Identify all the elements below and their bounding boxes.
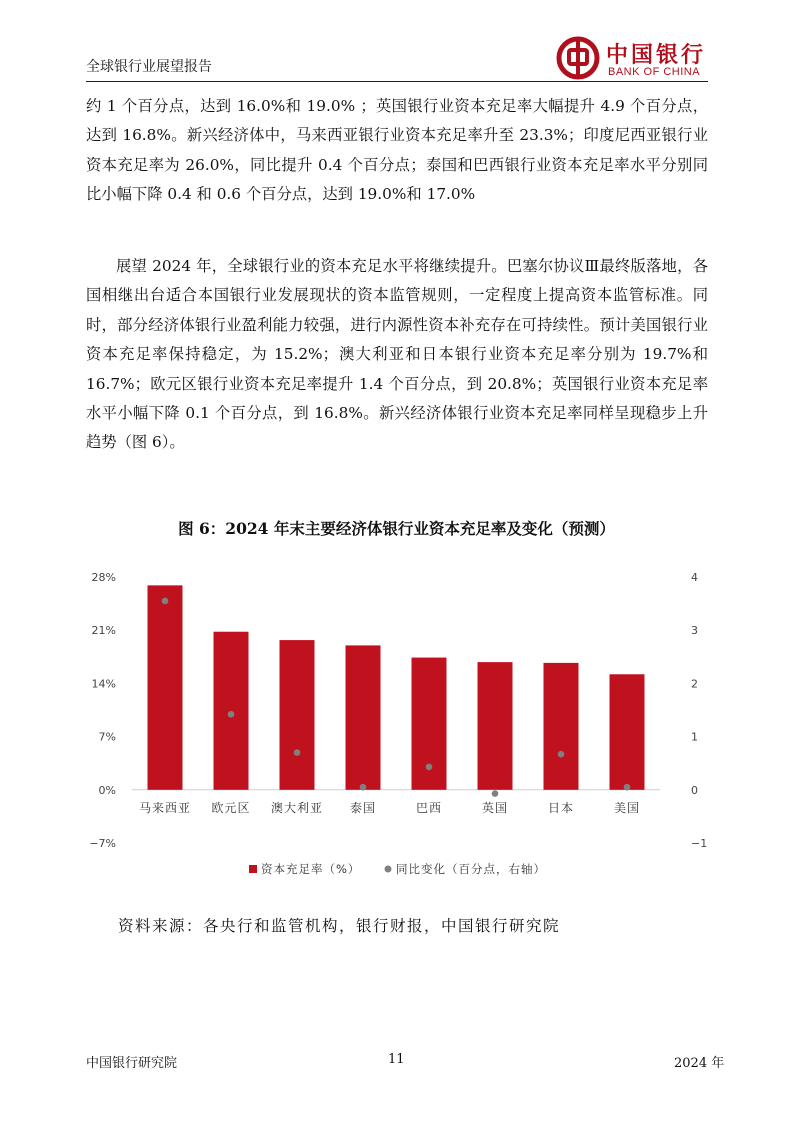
y-left-tick-label: 28%	[91, 571, 116, 584]
dot-yoy-change	[426, 764, 433, 771]
report-title: 全球银行业展望报告	[86, 59, 212, 75]
dot-yoy-change	[624, 784, 631, 791]
bar-capital-ratio	[148, 585, 183, 789]
category-label: 日本	[547, 800, 575, 815]
bar-capital-ratio	[610, 674, 645, 790]
y-right-tick-label: 4	[691, 571, 698, 584]
paragraph-2: 展望 2024 年，全球银行业的资本充足水平将继续提升。巴塞尔协议Ⅲ最终版落地，各国相继出台适合本国银行业发展现状的资本监管规则，一定程度上提高资本监管标准。同时，部分经济体银行业盈利能力较强，进行内源性资本补充存在可持续性。预计美国银行业资本充足率保持稳定，为 15.2%；澳大利亚和日本银行业资本充足率分别为 19.7%和 16.7%；欧元区银行业资本充足率提升 1.4 个百分点，到 20.8%；英国银行业资本充足率水平小幅下降 0.1 个百分点，到 16.8%。新兴经济体银行业资本充足率同样呈现稳步上升趋势（图 6）。	[86, 257, 708, 452]
category-label: 美国	[613, 800, 641, 815]
y-left-tick-label: 0%	[98, 783, 116, 797]
dot-yoy-change	[228, 711, 235, 718]
bar-capital-ratio	[214, 632, 249, 790]
category-label: 巴西	[415, 800, 443, 815]
bar-capital-ratio	[346, 645, 381, 789]
header-divider	[86, 81, 708, 82]
logo-en-text: BANK OF CHINA	[608, 66, 701, 78]
y-right-tick-label: 0	[691, 783, 698, 797]
bank-of-china-logo-icon	[556, 36, 600, 80]
legend-swatch-dot	[385, 866, 392, 873]
y-left-tick-label: 7%	[98, 730, 116, 744]
figure-title: 图 6：2024 年末主要经济体银行业资本充足率及变化（预测）	[178, 519, 615, 538]
legend-swatch-bar	[249, 865, 257, 873]
paragraph-1: 约 1 个百分点，达到 16.0%和 19.0% ；英国银行业资本充足率大幅提升 4.9 个百分点，达到 16.8%。新兴经济体中，马来西亚银行业资本充足率升至 23.3%；印度尼西亚银行业资本充足率为 26.0%，同比提升 0.4 个百分点；泰国和巴西银行业资本充足率水平分别同比小幅下降 0.4 和 0.6 个百分点，达到 19.0%和 17.0%	[86, 97, 708, 204]
bar-capital-ratio	[544, 663, 579, 790]
legend-dot-label: 同比变化（百分点，右轴）	[396, 862, 546, 876]
footer-year: 2024 年	[674, 1056, 725, 1071]
category-label: 欧元区	[211, 800, 251, 815]
y-right-tick-label: 2	[691, 677, 698, 691]
dot-yoy-change	[492, 790, 499, 797]
category-label: 泰国	[349, 800, 377, 815]
figure-source: 资料来源：各央行和监管机构，银行财报，中国银行研究院	[118, 917, 561, 935]
footer-institute: 中国银行研究院	[86, 1056, 178, 1071]
logo-cn-text: 中国银行	[606, 42, 707, 68]
bar-capital-ratio	[478, 662, 513, 790]
dot-yoy-change	[558, 751, 565, 758]
bar-capital-ratio	[280, 640, 315, 790]
category-label: 澳大利亚	[270, 800, 324, 815]
y-left-tick-label: 21%	[91, 624, 116, 638]
page-number: 11	[388, 1052, 405, 1067]
y-left-tick-label: 14%	[91, 677, 116, 691]
y-left-tick-label: −7%	[89, 837, 116, 850]
bank-logo	[556, 36, 716, 82]
y-right-tick-label: 1	[691, 730, 698, 744]
y-right-tick-label: 3	[691, 624, 698, 638]
category-label: 英国	[481, 800, 509, 815]
capital-adequacy-chart	[86, 560, 708, 890]
dot-yoy-change	[162, 598, 169, 605]
dot-yoy-change	[360, 784, 367, 791]
y-right-tick-label: −1	[691, 837, 708, 850]
dot-yoy-change	[294, 749, 301, 756]
legend-bar-label: 资本充足率（%）	[261, 862, 361, 876]
category-label: 马来西亚	[138, 800, 192, 815]
